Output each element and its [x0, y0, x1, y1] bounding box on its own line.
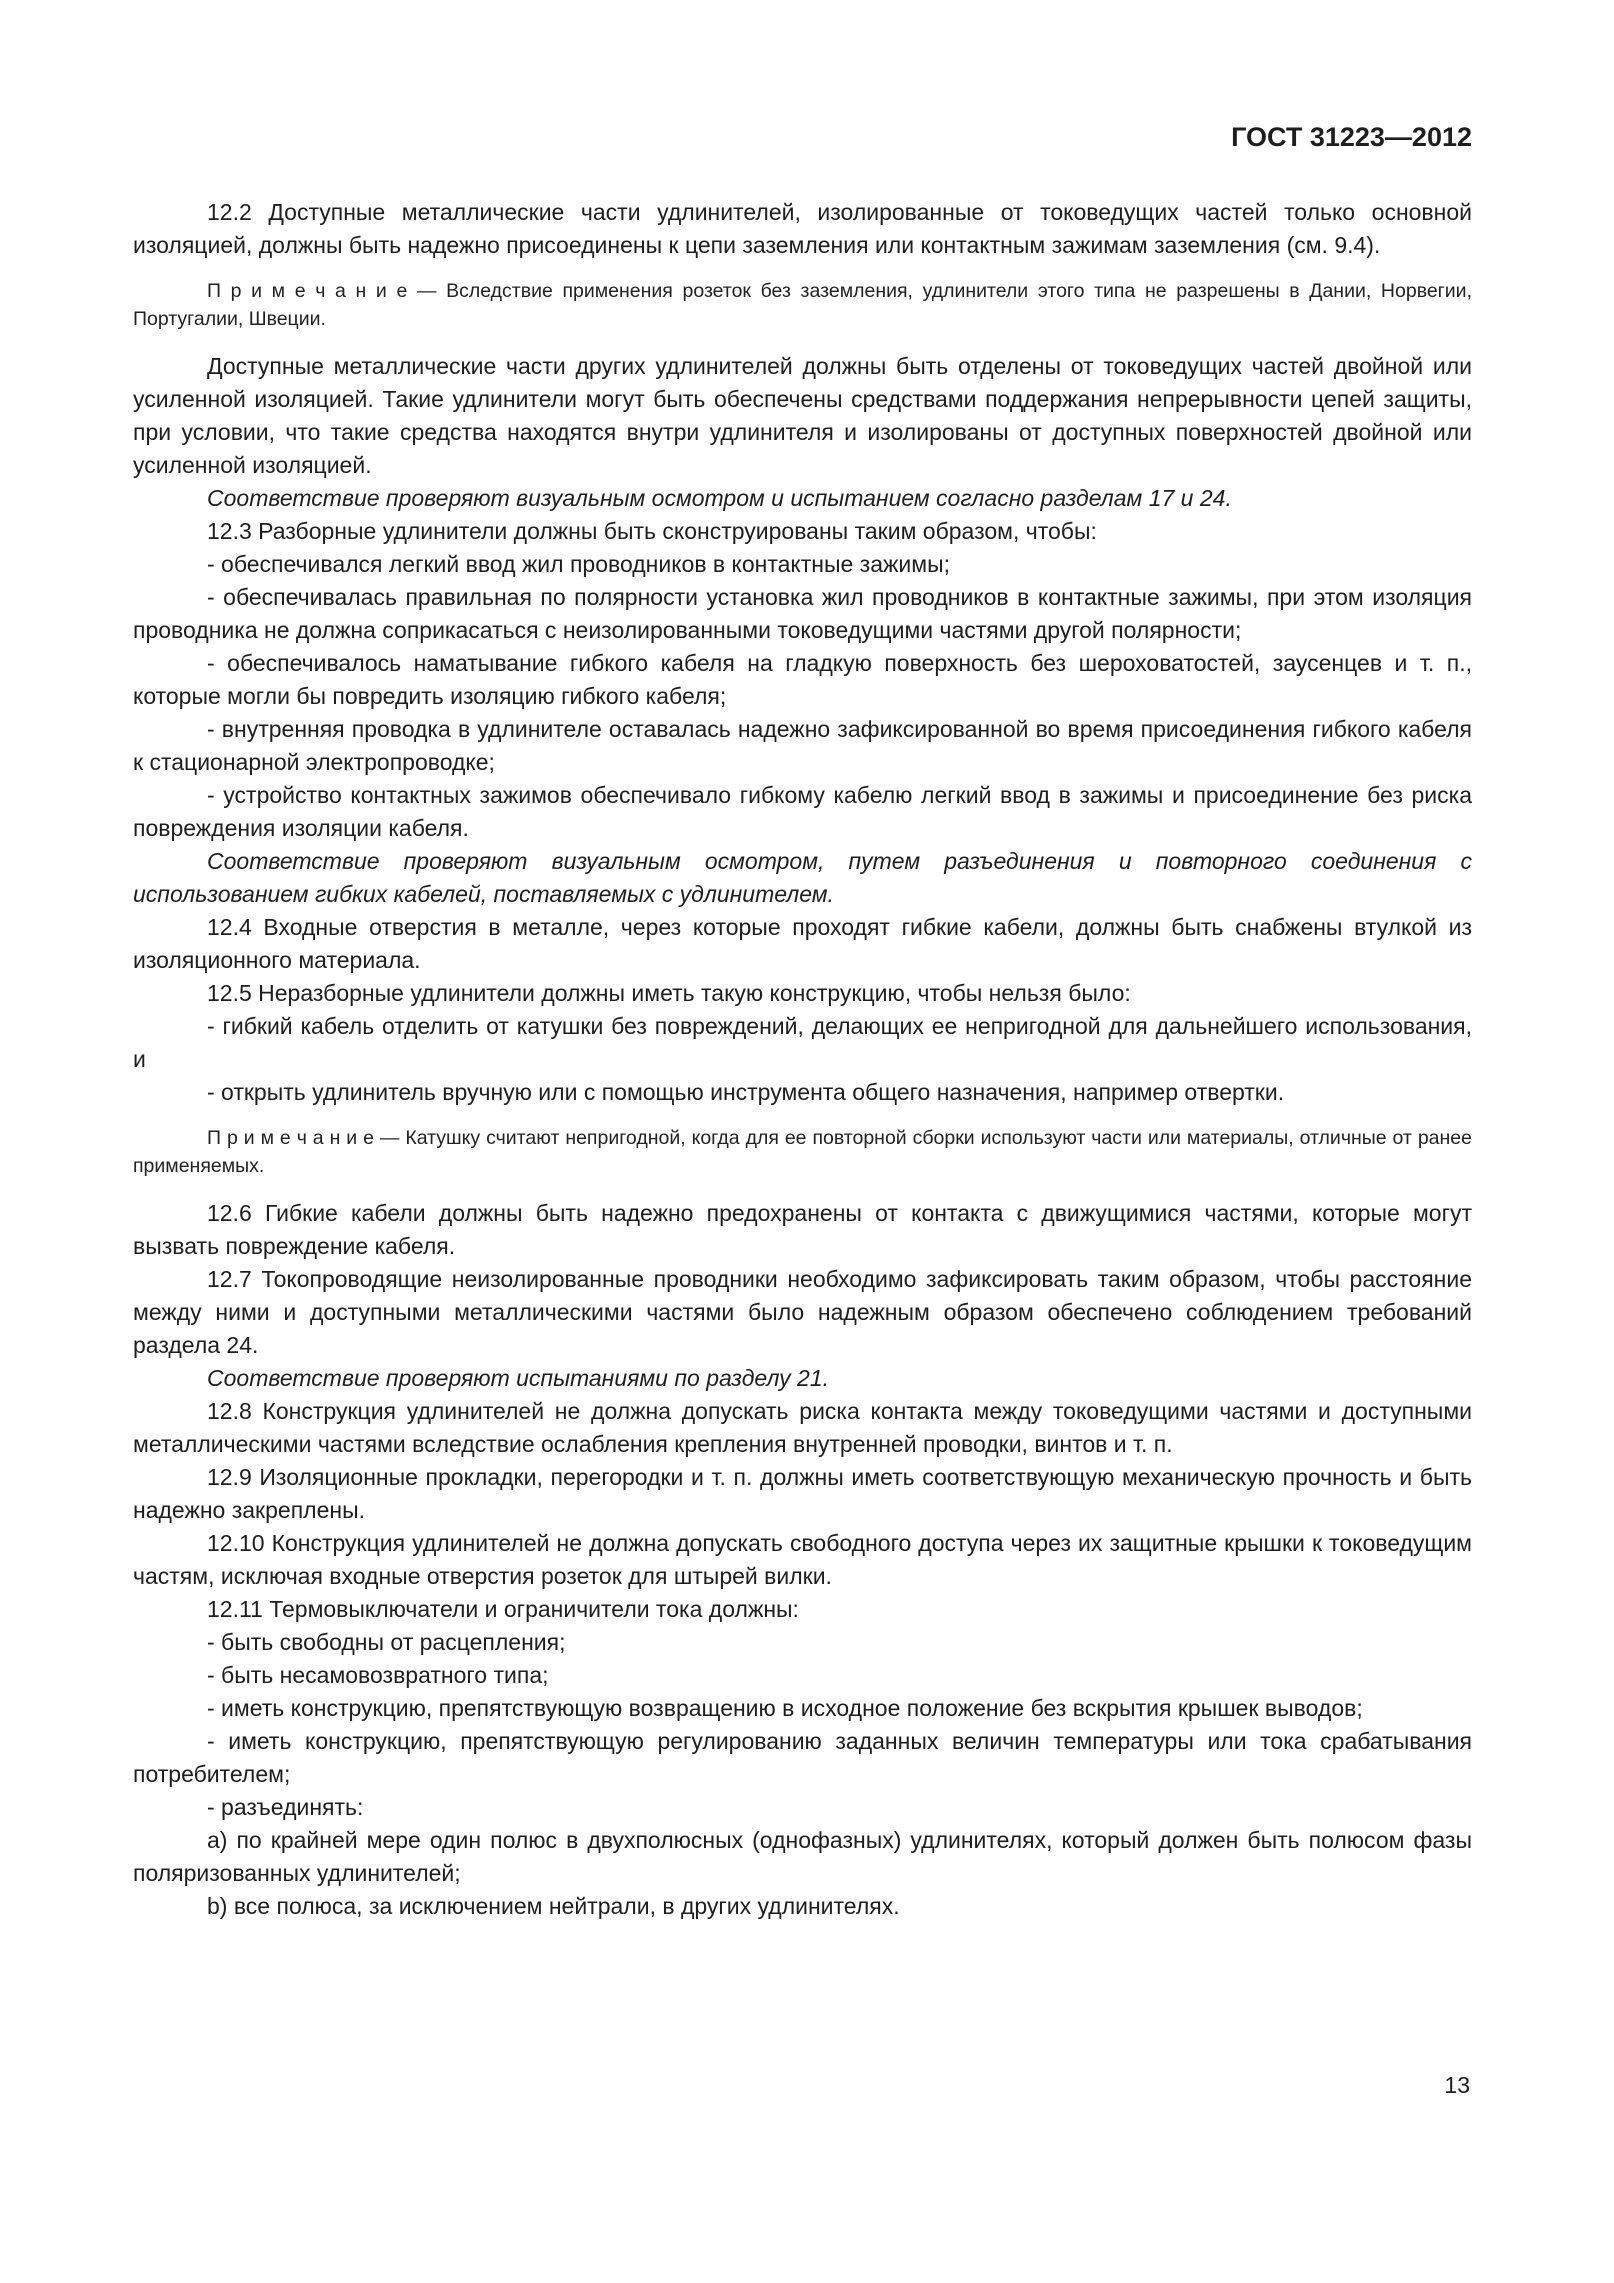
paragraph: 12.11 Термовыключатели и ограничители тока должны: [207, 1596, 799, 1622]
note-paragraph: П р и м е ч а н и е — Катушку считают непригодной, когда для ее повторной сборки используют части или материалы, отличные от ранее применяемых. [133, 1127, 1472, 1177]
paragraph: - обеспечивался легкий ввод жил проводников в контактные зажимы; [207, 551, 950, 577]
note-paragraph: П р и м е ч а н и е — Вследствие применения розеток без заземления, удлинители этого типа не разрешены в Дании, Норвегии, Португалии, Швеции. [133, 280, 1472, 330]
paragraph: 12.2 Доступные металлические части удлинителей, изолированные от токоведущих частей только основной изоляцией, должны быть надежно присоединены к цепи заземления или контактным зажимам заземления (см. 9.4). [133, 199, 1472, 258]
paragraph: - устройство контактных зажимов обеспечивало гибкому кабелю легкий ввод в зажимы и присоединение без риска повреждения изоляции кабеля. [133, 782, 1472, 841]
paragraph: 12.3 Разборные удлинители должны быть сконструированы таким образом, чтобы: [207, 518, 1097, 544]
paragraph: 12.4 Входные отверстия в металле, через которые проходят гибкие кабели, должны быть снабжены втулкой из изоляционного материала. [133, 914, 1472, 973]
paragraph: 12.8 Конструкция удлинителей не должна допускать риска контакта между токоведущими частями и доступными металлическими частями вследствие ослабления крепления внутренней проводки, винтов и т. п. [133, 1398, 1472, 1457]
paragraph: 12.10 Конструкция удлинителей не должна допускать свободного доступа через их защитные крышки к токоведущим частям, исключая входные отверстия розеток для штырей вилки. [133, 1530, 1472, 1589]
paragraph: Соответствие проверяют испытаниями по разделу 21. [207, 1365, 830, 1391]
paragraph: b) все полюса, за исключением нейтрали, в других удлинителях. [207, 1893, 900, 1919]
paragraph: - внутренняя проводка в удлинителе оставалась надежно зафиксированной во время присоединения гибкого кабеля к стационарной электропроводке; [133, 716, 1472, 775]
paragraph: Соответствие проверяют визуальным осмотром и испытанием согласно разделам 17 и 24. [207, 485, 1232, 511]
document-code-header: ГОСТ 31223—2012 [1231, 122, 1472, 152]
paragraph: 12.6 Гибкие кабели должны быть надежно предохранены от контакта с движущимися частями, которые могут вызвать повреждение кабеля. [133, 1200, 1472, 1259]
document-body [133, 196, 1472, 1923]
paragraph: - быть несамовозвратного типа; [207, 1662, 549, 1688]
paragraph: - быть свободны от расцепления; [207, 1629, 566, 1655]
paragraph: - иметь конструкцию, препятствующую возвращению в исходное положение без вскрытия крышек выводов; [207, 1695, 1363, 1721]
page-number: 13 [1444, 2072, 1470, 2098]
paragraph: - открыть удлинитель вручную или с помощью инструмента общего назначения, например отвертки. [207, 1079, 1285, 1105]
paragraph: - разъединять: [207, 1794, 364, 1820]
paragraph: 12.9 Изоляционные прокладки, перегородки и т. п. должны иметь соответствующую механическую прочность и быть надежно закреплены. [133, 1464, 1472, 1523]
paragraph: a) по крайней мере один полюс в двухполюсных (однофазных) удлинителях, который должен быть полюсом фазы поляризованных удлинителей; [133, 1827, 1472, 1886]
paragraph: - обеспечивалась правильная по полярности установка жил проводников в контактные зажимы, при этом изоляция проводника не должна соприкасаться с неизолированными токоведущими частями другой полярности; [133, 584, 1472, 643]
paragraph: - гибкий кабель отделить от катушки без повреждений, делающих ее непригодной для дальнейшего использования, и [133, 1013, 1472, 1072]
paragraph: 12.5 Неразборные удлинители должны иметь такую конструкцию, чтобы нельзя было: [207, 980, 1131, 1006]
paragraph: - иметь конструкцию, препятствующую регулированию заданных величин температуры или тока срабатывания потребителем; [133, 1728, 1472, 1787]
paragraph: 12.7 Токопроводящие неизолированные проводники необходимо зафиксировать таким образом, чтобы расстояние между ними и доступными металлическими частями было надежным образом обеспечено соблюдением требований раздела 24. [133, 1266, 1472, 1358]
paragraph: Доступные металлические части других удлинителей должны быть отделены от токоведущих частей двойной или усиленной изоляцией. Такие удлинители могут быть обеспечены средствами поддержания непрерывности цепей защиты, при условии, что такие средства находятся внутри удлинителя и изолированы от доступных поверхностей двойной или усиленной изоляцией. [133, 353, 1472, 478]
paragraph: Соответствие проверяют визуальным осмотром, путем разъединения и повторного соединения с использованием гибких кабелей, поставляемых с удлинителем. [133, 848, 1472, 907]
paragraph: - обеспечивалось наматывание гибкого кабеля на гладкую поверхность без шероховатостей, заусенцев и т. п., которые могли бы повредить изоляцию гибкого кабеля; [133, 650, 1472, 709]
